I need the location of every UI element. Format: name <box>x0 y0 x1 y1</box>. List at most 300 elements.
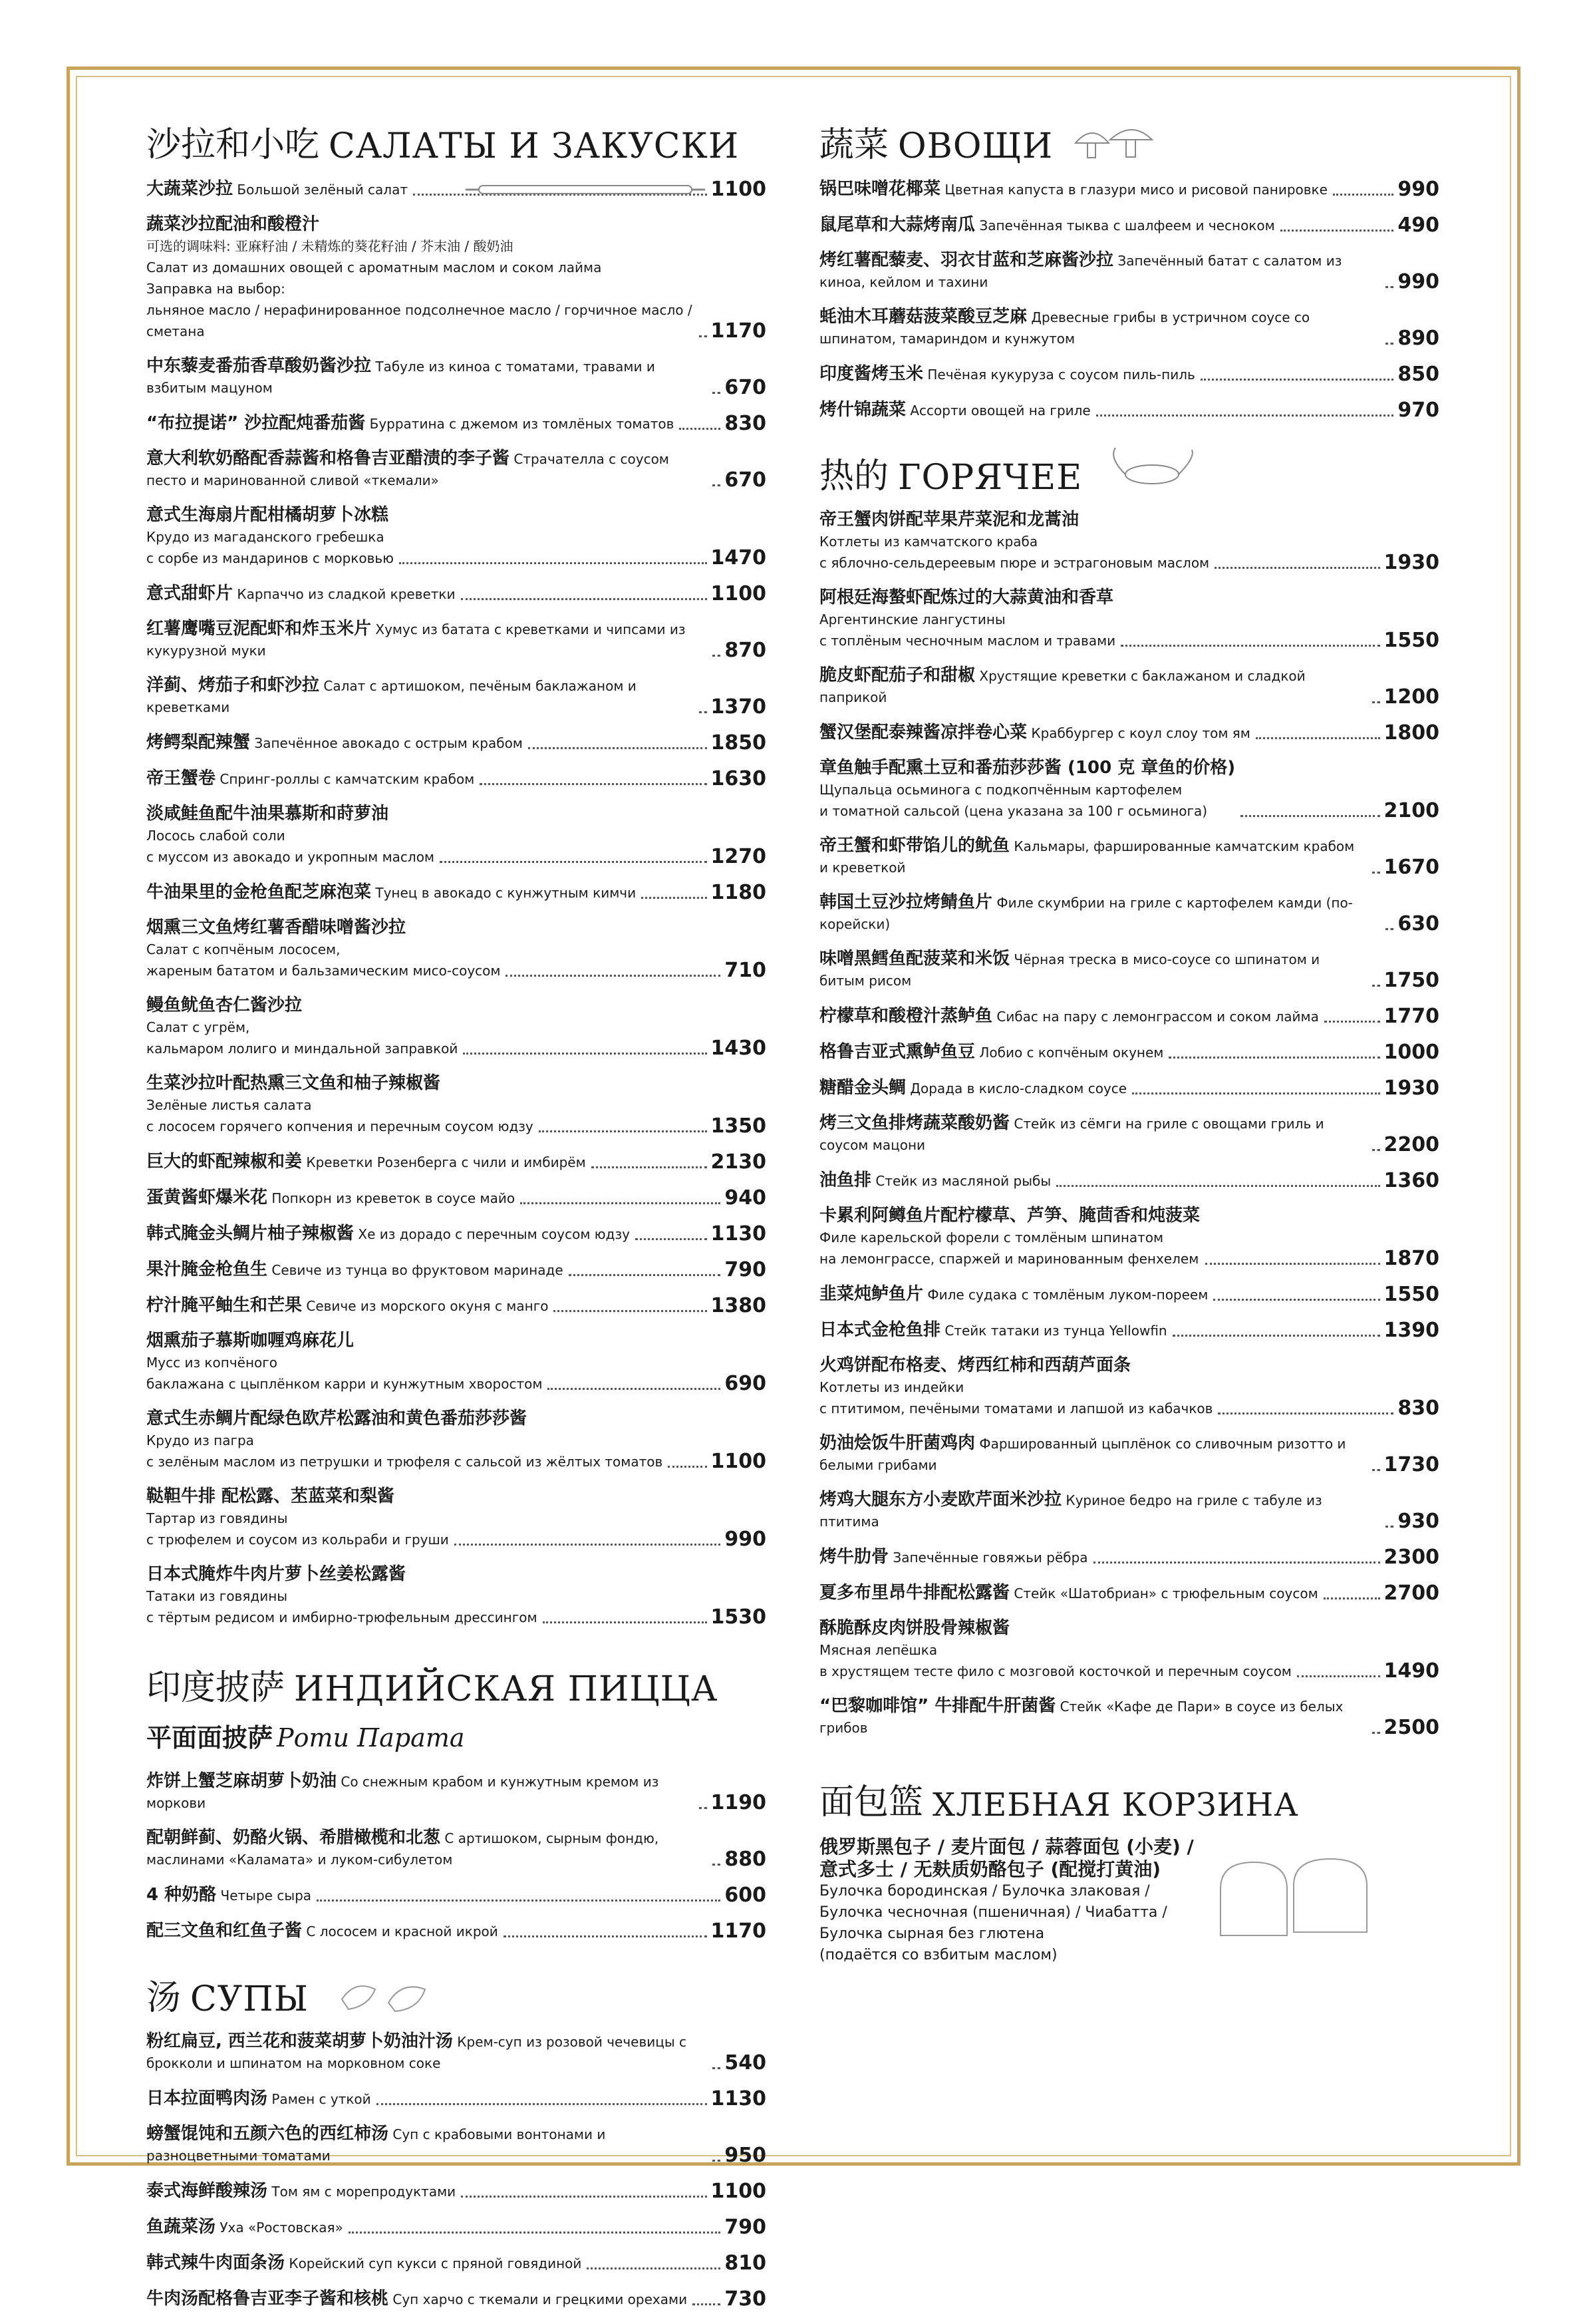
menu-item <box>819 1696 1439 1739</box>
dish-name-zh: 帝王蟹肉饼配苹果芹菜泥和龙蒿油 <box>819 510 1080 530</box>
menu-item <box>146 583 766 605</box>
menu-item-text <box>819 1583 1318 1605</box>
dish-price: 1180 <box>710 881 766 904</box>
menu-item-text <box>146 675 694 719</box>
dish-name-zh: 意式甜虾片 <box>146 583 233 603</box>
menu-item-text <box>146 2253 581 2275</box>
menu-item-text <box>819 215 1275 237</box>
dish-name-zh: 淡咸鲑鱼配牛油果慕斯和莳萝油 <box>146 804 389 824</box>
dish-name-zh: 鼠尾草和大蒜烤南瓜 <box>819 215 976 235</box>
dish-description-ru: Запечённая тыква с шалфеем и чесноком <box>975 218 1275 234</box>
dish-price: 1190 <box>710 1791 766 1814</box>
dot-leader <box>1372 872 1380 874</box>
bread-description <box>819 1836 1194 1966</box>
dish-name-zh: 夏多布里昂牛排配松露酱 <box>819 1583 1010 1603</box>
section-title-ru: ХЛЕБНАЯ КОРЗИНА <box>933 1786 1299 1824</box>
dot-leader <box>547 1388 720 1390</box>
dish-price: 1800 <box>1383 721 1439 745</box>
dot-leader <box>1333 194 1393 196</box>
dish-description-ru: Котлеты из камчатского краба с яблочно-сельдереевым пюре и эстрагоновым маслом <box>819 534 1210 571</box>
dish-description-ru: Бурратина с джемом из томлёных томатов <box>365 416 674 432</box>
dish-price: 830 <box>724 412 766 435</box>
dish-description-ru: Корейский суп кукси с пряной говядиной <box>285 2255 582 2271</box>
dot-leader <box>1372 985 1380 987</box>
dish-description-ru: Спринг-роллы с камчатским крабом <box>216 771 475 787</box>
dot-leader <box>1385 928 1393 930</box>
dot-leader <box>440 861 706 863</box>
bread-zh-line: 俄罗斯黑包子 / 麦片面包 / 蒜蓉面包 (小麦) / <box>819 1836 1194 1858</box>
dish-name-zh: 烟熏三文鱼烤红薯香醋味噌酱沙拉 <box>146 917 406 937</box>
bread-ru-line: Булочка чесночная (пшеничная) / Чиабатта / <box>819 1904 1167 1921</box>
menu-item <box>146 1771 766 1814</box>
dish-price: 810 <box>724 2251 766 2275</box>
dish-description-ru: Хе из дорадо с перечным соусом юдзу <box>354 1226 630 1242</box>
menu-item <box>819 892 1439 935</box>
dish-price: 1000 <box>1383 1041 1439 1064</box>
dish-price: 490 <box>1397 214 1439 237</box>
dish-price: 1350 <box>710 1114 766 1138</box>
dish-price: 1100 <box>710 178 766 201</box>
dish-name-zh: 烤鳄梨配辣蟹 <box>146 733 251 752</box>
dish-name-zh: 烤什锦蔬菜 <box>819 400 907 420</box>
menu-item-text <box>146 1331 542 1395</box>
dot-leader <box>454 1544 721 1546</box>
dish-name-zh: 红薯鹰嘴豆泥配虾和炸玉米片 <box>146 619 372 639</box>
dish-price: 850 <box>1397 363 1439 386</box>
dish-price: 2130 <box>710 1150 766 1174</box>
dot-leader <box>1205 1263 1379 1265</box>
menu-item <box>819 307 1439 350</box>
menu-item-text <box>146 1188 515 1210</box>
dish-description-ru: Четыре сыра <box>216 1888 312 1904</box>
dish-price: 1130 <box>710 2087 766 2110</box>
dish-description-ru: Котлеты из индейки с птитимом, печёными томатами и лапшой из кабачков <box>819 1379 1213 1416</box>
dish-description-ru: Суп с крабовыми вонтонами и разноцветными томатами <box>146 2126 606 2164</box>
dish-price: 600 <box>724 1884 766 1907</box>
menu-item-text <box>819 836 1367 879</box>
dish-price: 1100 <box>710 1450 766 1473</box>
menu-item-text <box>146 733 523 754</box>
menu-item-text <box>819 400 1091 422</box>
dish-price: 1870 <box>1383 1247 1439 1270</box>
section-title-ru: ИНДИЙСКАЯ ПИЦЦА <box>294 1669 718 1709</box>
dish-name-zh: 蛋黄酱虾爆米花 <box>146 1188 268 1208</box>
dish-description-ru: Мясная лепёшка в хрустящем тесте фило с мозговой косточкой и перечным соусом <box>819 1642 1292 1679</box>
dish-description-ru: Страчателла с соусом песто и маринованной сливой «ткемали» <box>146 451 669 488</box>
menu-item-text <box>146 882 636 904</box>
dish-description-ru: Фаршированный цыплёнок со сливочным ризотто и белыми грибами <box>819 1436 1346 1473</box>
menu-item-text <box>146 413 674 435</box>
dish-name-zh: 火鸡饼配布格麦、烤西红柿和西葫芦面条 <box>819 1355 1131 1375</box>
menu-item <box>819 1490 1439 1533</box>
dot-leader <box>679 428 720 430</box>
section-heading-hot <box>819 444 1439 498</box>
dish-name-zh: 蔬菜沙拉配油和酸橙汁 <box>146 214 320 234</box>
dish-name-zh: 炸饼上蟹芝麻胡萝卜奶油 <box>146 1771 337 1791</box>
menu-item-text <box>146 2289 687 2311</box>
dish-description-ru: Татаки из говядины с тёртым редисом и имбирно-трюфельным дрессингом <box>146 1588 537 1625</box>
dot-leader <box>539 1130 707 1132</box>
dish-description-ru: Крем-суп из розовой чечевицы с брокколи и шпинатом на морковном соке <box>146 2034 687 2071</box>
dish-price: 1490 <box>1383 1659 1439 1683</box>
menu-item <box>146 1223 766 1245</box>
dish-name-zh: 烤红薯配藜麦、羽衣甘蓝和芝麻酱沙拉 <box>819 250 1114 270</box>
dish-name-zh: 日本式腌炸牛肉片萝卜丝姜松露酱 <box>146 1564 406 1584</box>
menu-item <box>146 1828 766 1871</box>
dish-price: 2300 <box>1383 1546 1439 1569</box>
menu-item <box>146 2031 766 2075</box>
menu-item-text <box>146 1409 662 1473</box>
dot-leader <box>591 1166 707 1168</box>
dish-name-zh: 酥脆酥皮肉饼股骨辣椒酱 <box>819 1618 1010 1638</box>
menu-item <box>819 250 1439 293</box>
dot-leader <box>480 783 706 785</box>
dish-price: 1470 <box>710 546 766 570</box>
menu-item <box>819 510 1439 574</box>
menu-item-text <box>819 1113 1367 1156</box>
menu-item <box>819 1041 1439 1064</box>
dish-name-zh: 帝王蟹卷 <box>146 768 216 788</box>
bread-loaves-icon <box>1214 1849 1380 1942</box>
dish-description-ru: Ассорти овощей на гриле <box>906 403 1091 418</box>
dish-description-ru: Рамен с уткой <box>267 2091 371 2107</box>
dish-price: 1170 <box>710 1919 766 1943</box>
dish-name-zh: 意式生海扇片配柑橘胡萝卜冰糕 <box>146 505 389 525</box>
dot-leader <box>1215 567 1379 569</box>
menu-item-text <box>146 356 707 399</box>
dish-price: 1530 <box>710 1605 766 1629</box>
dish-description-ru: Краббургер с коул слоу том ям <box>1027 725 1250 741</box>
dish-name-zh: 配朝鲜蓟、奶酪火锅、希腊橄榄和北葱 <box>146 1828 441 1848</box>
menu-item-text <box>146 768 474 790</box>
menu-item <box>146 1486 766 1551</box>
dish-description-ru: Салат с копчёным лососем, жареным бататом и бальзамическим мисо-соусом <box>146 941 501 979</box>
dish-description-ru: Севиче из тунца во фруктовом маринаде <box>267 1262 563 1278</box>
menu-item-text <box>819 1170 1051 1192</box>
menu-item <box>819 363 1439 386</box>
dish-price: 890 <box>1397 327 1439 350</box>
dish-name-zh: 果汁腌金枪鱼生 <box>146 1259 268 1279</box>
menu-item <box>146 1259 766 1281</box>
dot-leader <box>376 2103 707 2105</box>
dish-description-ru: Со снежным крабом и кунжутным кремом из моркови <box>146 1774 659 1811</box>
dish-name-zh: 韭菜炖鲈鱼片 <box>819 1284 924 1304</box>
dot-leader <box>569 1274 721 1276</box>
menu-item-text <box>819 1618 1292 1683</box>
menu-item <box>146 732 766 754</box>
menu-item <box>146 1073 766 1138</box>
dish-description-ru: Салат с угрём, кальмаром лолиго и миндальной заправкой <box>146 1019 458 1057</box>
menu-item-text <box>146 995 458 1060</box>
section-title-zh: 汤 <box>146 1978 182 2018</box>
menu-item <box>146 1884 766 1907</box>
section-pizza <box>146 1659 766 1943</box>
dish-description-ru: Хумус из батата с креветками и чипсами из кукурузной муки <box>146 621 686 659</box>
menu-item-text <box>146 2088 371 2110</box>
dot-leader <box>1372 1732 1380 1734</box>
dish-price: 1730 <box>1383 1453 1439 1476</box>
menu-item <box>146 995 766 1060</box>
menu-item <box>819 1283 1439 1306</box>
dot-leader <box>1385 343 1393 345</box>
menu-item <box>146 2288 766 2311</box>
dot-leader <box>461 598 707 600</box>
dish-description-ru: Лобио с копчёным окунем <box>975 1045 1164 1061</box>
dot-leader <box>712 392 720 394</box>
dish-name-zh: 4 种奶酪 <box>146 1885 217 1905</box>
dish-description-ru: Куриное бедро на гриле с табуле из птитима <box>819 1492 1322 1530</box>
dish-name-zh: 鱼蔬菜汤 <box>146 2217 216 2237</box>
section-heading-salads <box>146 116 766 166</box>
dish-name-zh: 日本式金枪鱼排 <box>819 1320 941 1340</box>
dish-description-ru: Древесные грибы в устричном соусе со шпинатом, тамариндом и кунжутом <box>819 309 1310 347</box>
dish-name-zh: 阿根廷海螯虾配炼过的大蒜黄油和香草 <box>819 587 1114 607</box>
dish-price: 540 <box>724 2051 766 2075</box>
dot-leader <box>1169 1057 1379 1059</box>
dish-description-ru: Тартар из говядины с трюфелем и соусом из кольраби и груши <box>146 1510 449 1548</box>
dish-name-zh: 日本拉面鸭肉汤 <box>146 2088 268 2108</box>
dish-name-zh: 烤鸡大腿东方小麦欧芹面米沙拉 <box>819 1490 1062 1510</box>
section-vegetables <box>819 116 1439 422</box>
menu-item-text <box>146 1921 498 1943</box>
dot-leader <box>712 1864 720 1866</box>
dish-price: 1550 <box>1383 629 1439 652</box>
dish-price: 880 <box>724 1848 766 1871</box>
dish-price: 1430 <box>710 1037 766 1060</box>
dish-price: 1380 <box>710 1294 766 1317</box>
menu-item-text <box>146 214 694 343</box>
dish-name-zh: 帝王蟹和虾带馅儿的鱿鱼 <box>819 836 1010 856</box>
dot-leader <box>463 1053 706 1055</box>
dot-leader <box>699 711 707 713</box>
dish-price: 1370 <box>710 695 766 719</box>
dot-leader <box>1385 1526 1393 1528</box>
dish-price: 2700 <box>1383 1581 1439 1605</box>
dish-description-ru: Стейк из масляной рыбы <box>871 1173 1052 1189</box>
dish-name-zh: 印度酱烤玉米 <box>819 364 924 384</box>
dish-price: 1630 <box>710 767 766 790</box>
menu-item <box>819 949 1439 992</box>
section-title-ru: СУПЫ <box>190 1979 309 2019</box>
menu-item-text <box>146 917 500 982</box>
menu-item <box>819 836 1439 879</box>
section-title-zh: 印度披萨 <box>146 1668 285 1708</box>
menu-item <box>146 505 766 570</box>
dot-leader <box>712 2160 720 2162</box>
dot-leader <box>1173 1335 1380 1337</box>
menu-item-text <box>819 949 1367 992</box>
menu-item <box>146 1331 766 1395</box>
menu-item <box>819 1005 1439 1028</box>
dot-leader <box>1201 379 1394 381</box>
dish-description-ru: Стейк «Шатобриан» с трюфельным соусом <box>1010 1585 1318 1601</box>
section-heading-bread <box>819 1774 1439 1824</box>
dish-description-ru: Филе скумбрии на гриле с картофелем камди (по-корейски) <box>819 895 1353 932</box>
menu-item-text <box>819 723 1250 745</box>
dot-leader <box>1280 230 1394 232</box>
dot-leader <box>505 975 720 977</box>
dot-leader <box>1213 1299 1379 1301</box>
bread-zh-line: 意式多士 / 无麸质奶酪包子 (配搅打黄油) <box>819 1858 1161 1880</box>
dish-name-zh: 蚝油木耳蘑菇菠菜酸豆芝麻 <box>819 307 1028 327</box>
dish-price: 1930 <box>1383 551 1439 574</box>
menu-item <box>146 2180 766 2203</box>
menu-item <box>146 1151 766 1174</box>
menu-item-text <box>146 1295 548 1317</box>
menu-item-text <box>146 2181 456 2203</box>
shrimp-icon <box>329 1973 442 2019</box>
dot-leader <box>528 747 707 749</box>
dish-description-ru: Большой зелёный салат <box>233 182 408 198</box>
dish-name-zh: 味噌黑鳕鱼配菠菜和米饭 <box>819 949 1010 969</box>
dish-description-ru: Крудо из пагра с зелёным маслом из петрушки и трюфеля с сальсой из жёлтых томатов <box>146 1432 663 1470</box>
dish-name-zh: 奶油烩饭牛肝菌鸡肉 <box>819 1433 976 1453</box>
menu-item-text <box>146 619 707 662</box>
dish-name-zh: 糖醋金头鲷 <box>819 1078 907 1098</box>
menu-item-text <box>819 1320 1167 1342</box>
dish-price: 870 <box>724 639 766 662</box>
dot-leader <box>349 2232 721 2234</box>
menu-item <box>819 399 1439 422</box>
dish-name-zh: 韩国土豆沙拉烤鲭鱼片 <box>819 892 993 912</box>
section-bread <box>819 1774 1439 1966</box>
vegetables-list <box>819 178 1439 422</box>
menu-item <box>146 356 766 399</box>
menu-item <box>819 1618 1439 1683</box>
dish-name-zh: 柠汁腌平鲉生和芒果 <box>146 1295 303 1315</box>
menu-item-text <box>146 1564 537 1629</box>
section-title-ru: ГОРЯЧЕЕ <box>898 458 1083 498</box>
menu-item-text <box>819 1696 1367 1739</box>
bread-ru-line: (подаётся со взбитым маслом) <box>819 1947 1058 1963</box>
menu-item-text <box>819 179 1328 201</box>
menu-item-text <box>819 1042 1163 1064</box>
dish-description-ru: Печёная кукуруза с соусом пиль-пиль <box>923 367 1195 383</box>
menu-item <box>819 1582 1439 1605</box>
dot-leader <box>1093 1562 1380 1564</box>
menu-item <box>819 1170 1439 1192</box>
dish-price: 1550 <box>1383 1283 1439 1306</box>
section-soups <box>146 1969 766 2311</box>
dish-description-ru: Креветки Розенберга с чили и имбирём <box>302 1154 586 1170</box>
menu-item-text <box>819 364 1195 386</box>
section-title-zh: 蔬菜 <box>819 125 889 165</box>
section-hot <box>819 444 1439 1739</box>
dish-description-ru: Хрустящие креветки с баклажаном и сладкой паприкой <box>819 668 1306 705</box>
dot-leader <box>692 2303 720 2305</box>
dot-leader <box>1372 1149 1380 1151</box>
pizza-subheading <box>146 1717 766 1754</box>
pizza-list <box>146 1771 766 1943</box>
dish-name-zh: 中东藜麦番茄香草酸奶酱沙拉 <box>146 356 372 376</box>
dot-leader <box>712 2067 720 2069</box>
dish-price: 990 <box>1397 178 1439 201</box>
dot-leader <box>1240 815 1379 817</box>
dish-price: 710 <box>724 959 766 982</box>
menu-item <box>819 178 1439 201</box>
dish-name-zh: 油鱼排 <box>819 1170 872 1190</box>
section-title-ru: САЛАТЫ И ЗАКУСКИ <box>329 126 740 166</box>
menu-item-text <box>819 1433 1367 1476</box>
dish-description-ru: Запечённые говяжьи рёбра <box>889 1550 1088 1566</box>
dot-leader <box>1132 1092 1379 1094</box>
dot-leader <box>712 655 720 657</box>
dish-price: 670 <box>724 376 766 399</box>
rolling-pin-icon <box>466 176 705 203</box>
dot-leader <box>1324 1597 1380 1599</box>
dish-description-ru: Табуле из киноа с томатами, травами и взбитым мацуном <box>146 359 655 396</box>
dish-name-zh: 大蔬菜沙拉 <box>146 179 233 199</box>
menu-item-text <box>146 583 456 605</box>
dish-name-zh: 生菜沙拉叶配热熏三文鱼和柚子辣椒酱 <box>146 1073 441 1093</box>
dish-description-ru: Попкорн из креветок в соусе майо <box>267 1190 515 1206</box>
bread-ru-line: Булочка сырная без глютена <box>819 1925 1045 1942</box>
menu-item <box>146 1295 766 1317</box>
menu-item-text <box>146 505 394 570</box>
menu-item <box>146 214 766 343</box>
dish-price: 790 <box>724 2216 766 2239</box>
menu-item <box>146 1187 766 1210</box>
menu-item-text <box>146 2124 707 2167</box>
dish-price: 670 <box>724 468 766 492</box>
menu-item-text <box>819 1355 1213 1420</box>
dish-name-zh: “布拉提诺” 沙拉配炖番茄酱 <box>146 413 366 433</box>
dot-leader <box>1372 701 1380 703</box>
menu-item-text <box>146 1771 694 1814</box>
dish-description-ru: Стейк из сёмги на гриле с овощами гриль и соусом мацони <box>819 1116 1324 1153</box>
dot-leader <box>635 1238 707 1240</box>
dot-leader <box>1297 1675 1380 1677</box>
dish-description-ru: Уха «Ростовская» <box>216 2220 343 2236</box>
dish-price: 630 <box>1397 912 1439 935</box>
section-heading-vegetables <box>819 116 1439 166</box>
dish-description-ru: 可选的调味料: 亚麻籽油 / 未精炼的葵花籽油 / 芥末油 / 酸奶油 Салат из домашних овощей с ароматным маслом и соком лайма Заправка на выбор: льняное масло / нерафинированное подсолнечное масло / горчичное масло / сметана <box>146 238 692 339</box>
section-heading-pizza <box>146 1659 766 1709</box>
dish-description-ru: Стейк «Кафе де Пари» в соусе из белых грибов <box>819 1699 1344 1736</box>
menu-item <box>819 1319 1439 1342</box>
dot-leader <box>520 1202 720 1204</box>
menu-item <box>146 2252 766 2275</box>
dish-name-zh: 章鱼触手配熏土豆和番茄莎莎酱 (100 克 章鱼的价格) <box>819 758 1236 778</box>
dish-description-ru: Аргентинские лангустины с топлёным чесночным маслом и травами <box>819 611 1116 649</box>
dot-leader <box>1218 1412 1393 1414</box>
bread-body <box>819 1836 1439 1966</box>
menu-item-text <box>146 1224 630 1245</box>
dish-name-zh: 螃蟹馄饨和五颜六色的西红柿汤 <box>146 2124 389 2144</box>
menu-item <box>146 675 766 719</box>
dish-name-zh: 脆皮虾配茄子和甜椒 <box>819 665 976 685</box>
dot-leader <box>641 897 706 899</box>
dish-description-ru: Стейк татаки из тунца Yellowfin <box>940 1323 1167 1339</box>
menu-item <box>819 1077 1439 1100</box>
dish-price: 990 <box>1397 270 1439 293</box>
subtitle-ru: Роти Парата <box>277 1723 465 1752</box>
dish-description-ru: С артишоком, сырным фондю, маслинами «Каламата» и луком-сибулетом <box>146 1830 659 1868</box>
menu-item-text <box>146 1885 311 1907</box>
menu-item <box>146 2124 766 2167</box>
dot-leader <box>504 1935 707 1937</box>
dish-price: 690 <box>724 1372 766 1395</box>
dish-price: 1130 <box>710 1222 766 1245</box>
dot-leader <box>699 1807 707 1809</box>
dish-name-zh: 烤三文鱼排烤蔬菜酸奶酱 <box>819 1113 1010 1133</box>
dish-name-zh: 鳗鱼鱿鱼杏仁酱沙拉 <box>146 995 303 1015</box>
bread-ru-line: Булочка бородинская / Булочка злаковая / <box>819 1883 1150 1900</box>
dish-price: 1850 <box>710 731 766 754</box>
dish-description-ru: Крудо из магаданского гребешка с сорбе из мандаринов с морковью <box>146 529 394 566</box>
dish-price: 2100 <box>1383 799 1439 822</box>
menu-item-text <box>819 307 1380 350</box>
